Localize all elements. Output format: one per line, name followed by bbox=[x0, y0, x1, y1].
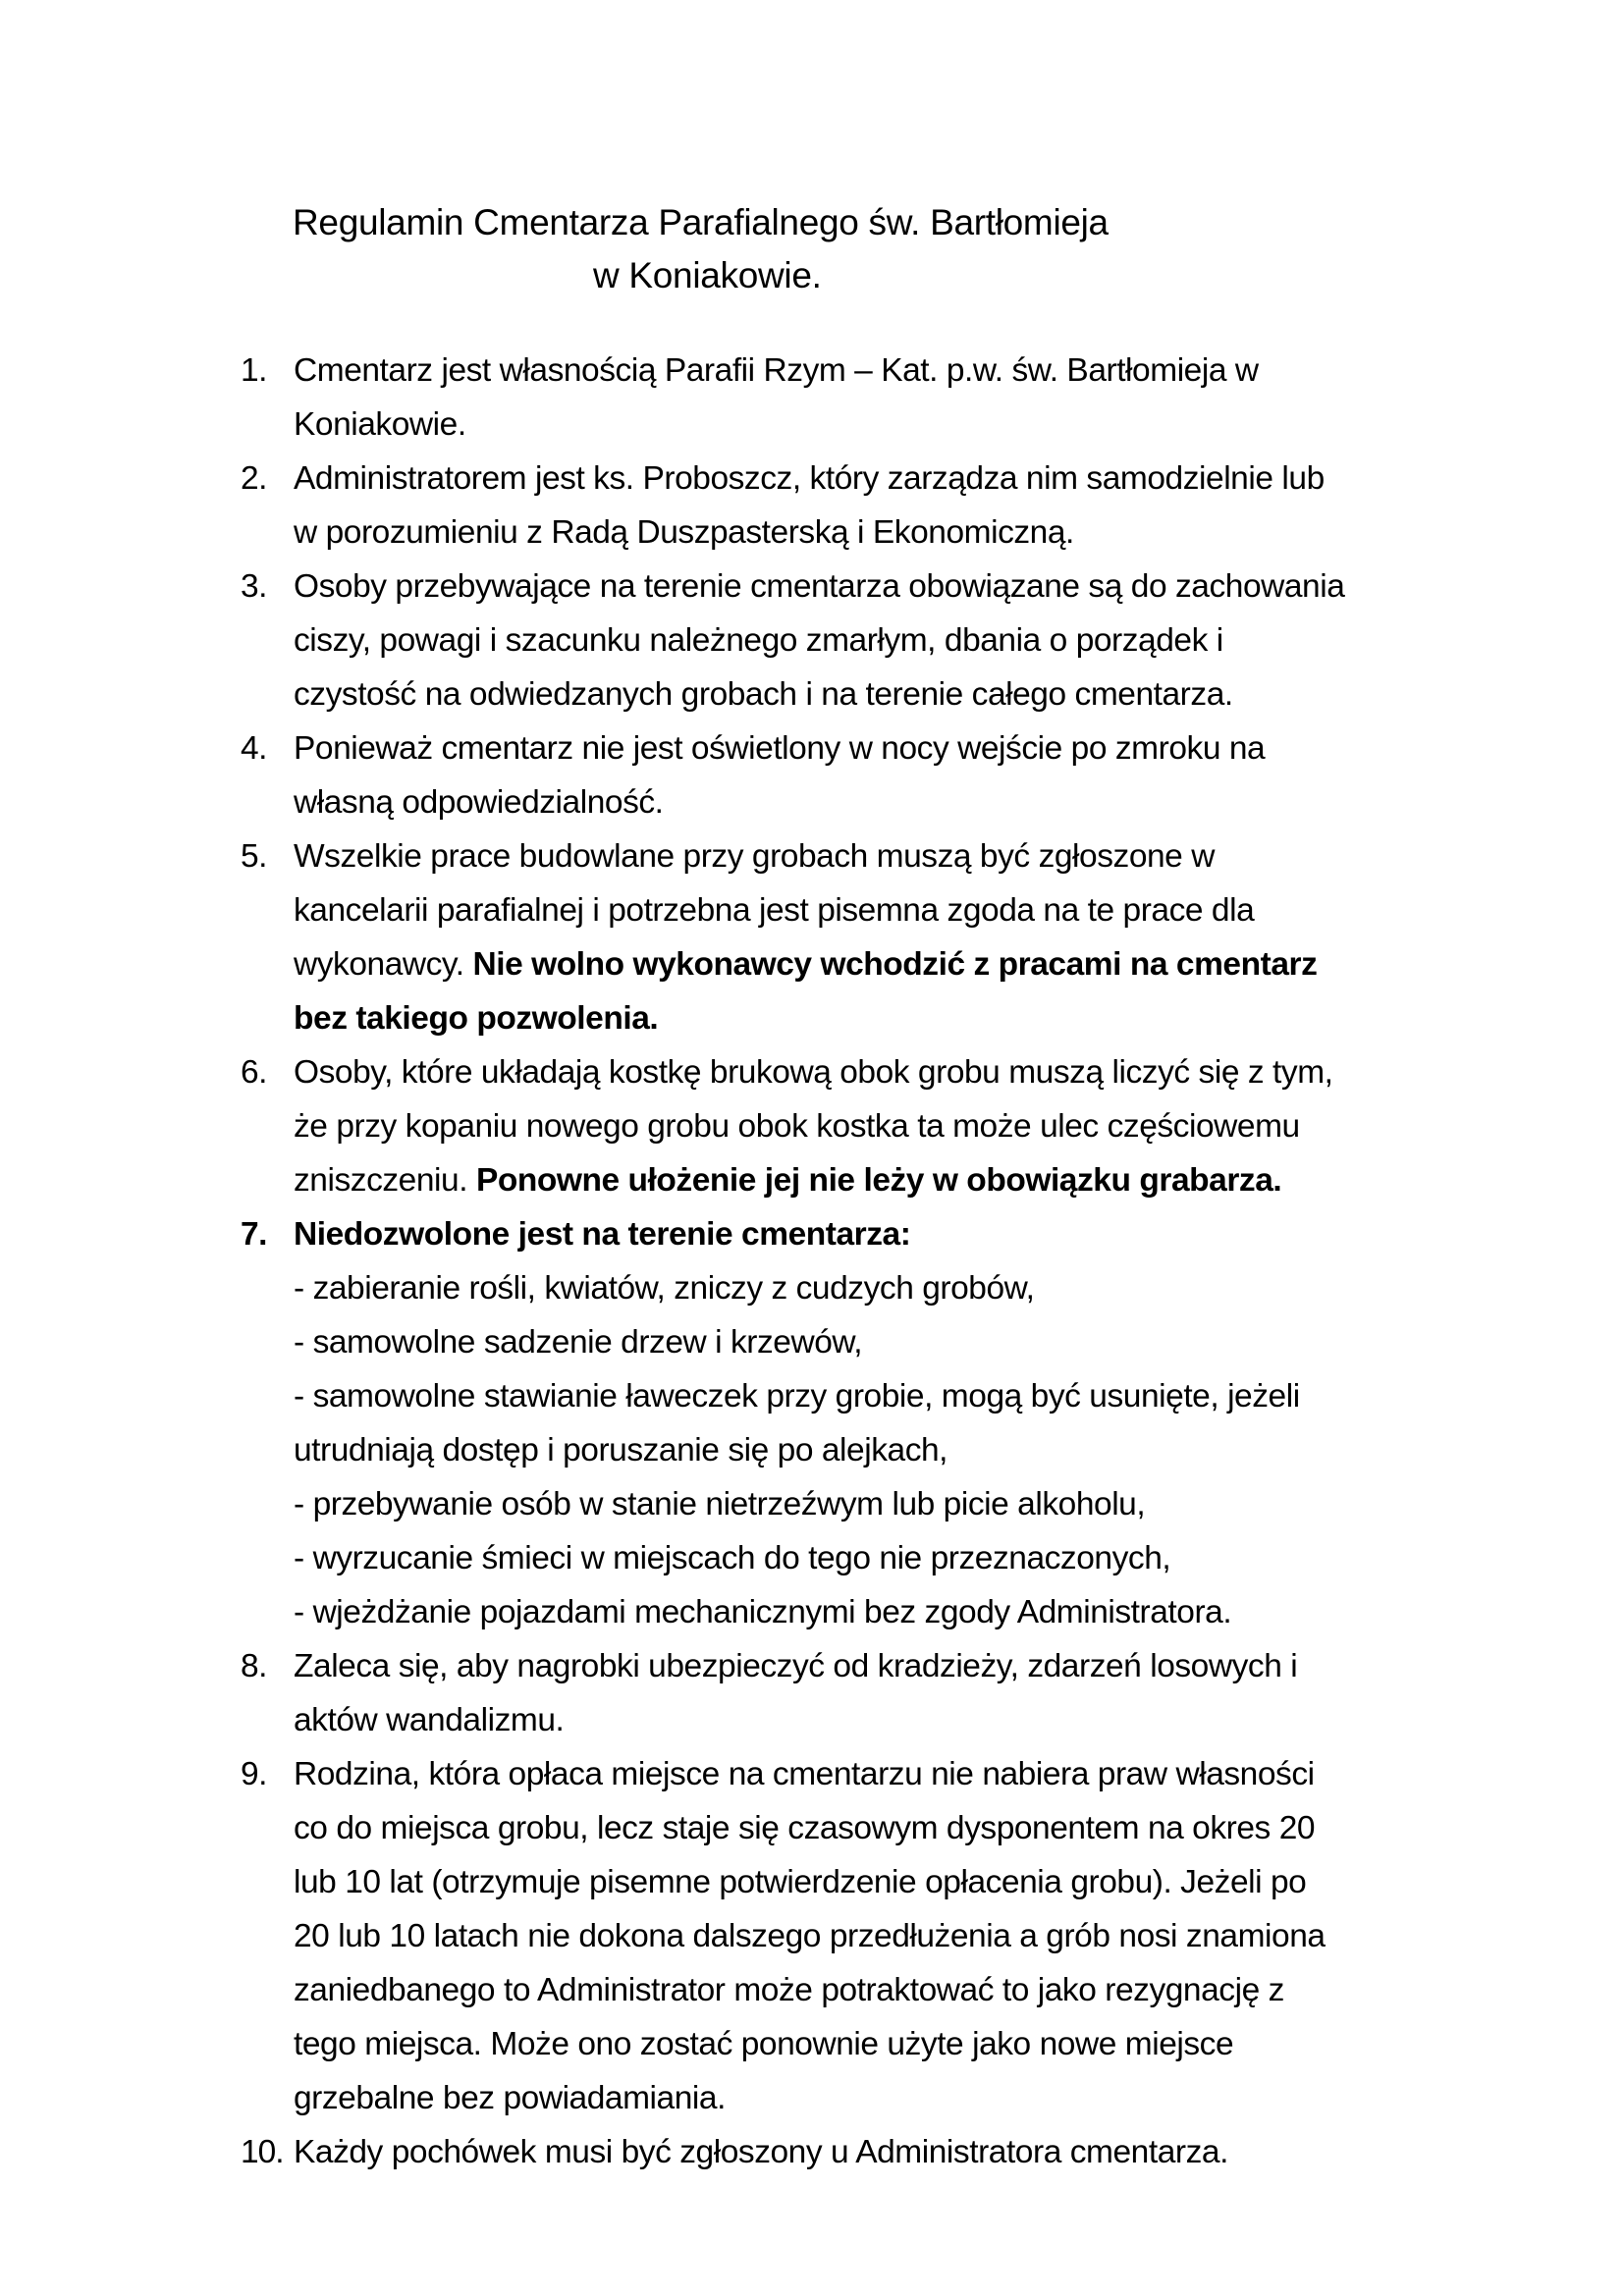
rule-line bbox=[294, 721, 1458, 775]
rule-line bbox=[294, 506, 1458, 560]
rule-text: tego miejsca. Może ono zostać ponownie użyte jako nowe miejsce bbox=[294, 2026, 1234, 2062]
rule-text: - samowolne stawianie ławeczek przy grobie, mogą być usunięte, jeżeli bbox=[294, 1378, 1300, 1415]
rule-text: czystość na odwiedzanych grobach i na terenie całego cmentarza. bbox=[294, 676, 1233, 713]
rule-line bbox=[294, 398, 1458, 452]
rule-number: 5. bbox=[241, 838, 268, 875]
rule-line bbox=[294, 775, 1458, 829]
rule-line bbox=[294, 1801, 1458, 1855]
rule-line bbox=[294, 883, 1458, 937]
rule-bold-text: Niedozwolone jest na terenie cmentarza: bbox=[294, 1216, 911, 1253]
rule-text: - samowolne sadzenie drzew i krzewów, bbox=[294, 1324, 863, 1361]
rule-text: Osoby, które układają kostkę brukową obok grobu muszą liczyć się z tym, bbox=[294, 1054, 1333, 1091]
rule-line bbox=[294, 1477, 1458, 1531]
rule-item bbox=[241, 2125, 1458, 2179]
rule-line bbox=[294, 1963, 1458, 2017]
rule-line bbox=[294, 614, 1458, 667]
rule-text: własną odpowiedzialność. bbox=[294, 784, 664, 821]
rule-line bbox=[294, 1261, 1458, 1315]
rule-text: Rodzina, która opłaca miejsce na cmentarzu nie nabiera praw własności bbox=[294, 1756, 1315, 1792]
rule-text: utrudniają dostęp i poruszanie się po alejkach, bbox=[294, 1432, 948, 1468]
rule-number: 8. bbox=[241, 1648, 268, 1684]
rule-number: 6. bbox=[241, 1054, 268, 1091]
rule-bold-text: bez takiego pozwolenia. bbox=[294, 1000, 659, 1037]
rule-text: Administratorem jest ks. Proboszcz, który zarządza nim samodzielnie lub bbox=[294, 460, 1325, 497]
rule-line bbox=[294, 991, 1458, 1045]
rule-text: Wszelkie prace budowlane przy grobach muszą być zgłoszone w bbox=[294, 838, 1215, 875]
rule-text: Cmentarz jest własnością Parafii Rzym – Kat. p.w. św. Bartłomieja w bbox=[294, 352, 1259, 389]
rule-line bbox=[294, 1909, 1458, 1963]
rule-item bbox=[241, 560, 1458, 721]
rule-bold-text: Ponowne ułożenie jej nie leży w obowiązku grabarza. bbox=[475, 1162, 1282, 1199]
rule-line bbox=[294, 452, 1458, 506]
rule-text: zaniedbanego to Administrator może potraktować to jako rezygnację z bbox=[294, 1972, 1284, 2008]
rule-text: grzebalne bez powiadamiania. bbox=[294, 2080, 726, 2116]
rule-line bbox=[294, 1693, 1458, 1747]
rule-line bbox=[294, 1747, 1458, 1801]
rule-item bbox=[241, 1045, 1458, 1207]
rule-line bbox=[294, 2125, 1458, 2179]
rules-list bbox=[241, 344, 1458, 2179]
rule-item bbox=[241, 721, 1458, 829]
rule-text: aktów wandalizmu. bbox=[294, 1702, 565, 1738]
rule-line bbox=[294, 937, 1458, 991]
rule-text: Zaleca się, aby nagrobki ubezpieczyć od kradzieży, zdarzeń losowych i bbox=[294, 1648, 1298, 1684]
rule-line bbox=[294, 2017, 1458, 2071]
rule-number: 3. bbox=[241, 568, 268, 605]
rule-text: że przy kopaniu nowego grobu obok kostka ta może ulec częściowemu bbox=[294, 1108, 1300, 1145]
rule-item bbox=[241, 829, 1458, 1045]
rule-text: - zabieranie rośli, kwiatów, zniczy z cudzych grobów, bbox=[294, 1270, 1035, 1307]
document-title bbox=[293, 196, 1109, 302]
title-line-2: w Koniakowie. bbox=[593, 255, 822, 295]
rule-number: 10. bbox=[241, 2134, 284, 2170]
rule-item bbox=[241, 1747, 1458, 2125]
rule-text: co do miejsca grobu, lecz staje się czasowym dysponentem na okres 20 bbox=[294, 1810, 1316, 1846]
rule-item bbox=[241, 452, 1458, 560]
rule-text: zniszczeniu. bbox=[294, 1162, 476, 1199]
rule-text: ciszy, powagi i szacunku należnego zmarłym, dbania o porządek i bbox=[294, 622, 1223, 659]
rule-number: 2. bbox=[241, 460, 268, 497]
rule-line bbox=[294, 1531, 1458, 1585]
rule-line bbox=[294, 2071, 1458, 2125]
rule-bold-text: Nie wolno wykonawcy wchodzić z pracami na cmentarz bbox=[472, 946, 1318, 983]
rule-text: Koniakowie. bbox=[294, 406, 466, 443]
rule-text: - przebywanie osób w stanie nietrzeźwym lub picie alkoholu, bbox=[294, 1486, 1146, 1522]
rule-line bbox=[294, 667, 1458, 721]
rule-line bbox=[294, 560, 1458, 614]
rule-line bbox=[294, 1045, 1458, 1099]
rule-text: w porozumieniu z Radą Duszpasterską i Ekonomiczną. bbox=[294, 514, 1074, 551]
rule-text: Każdy pochówek musi być zgłoszony u Administratora cmentarza. bbox=[294, 2134, 1228, 2170]
rule-number: 9. bbox=[241, 1756, 268, 1792]
rule-line bbox=[294, 1207, 1458, 1261]
rule-text: Ponieważ cmentarz nie jest oświetlony w nocy wejście po zmroku na bbox=[294, 730, 1266, 767]
rule-line bbox=[294, 1585, 1458, 1639]
rule-item bbox=[241, 1639, 1458, 1747]
rule-line bbox=[294, 1315, 1458, 1369]
rule-line bbox=[294, 1639, 1458, 1693]
rule-line bbox=[294, 1153, 1458, 1207]
rule-line bbox=[294, 344, 1458, 398]
rule-item bbox=[241, 1207, 1458, 1639]
rule-text: wykonawcy. bbox=[294, 946, 473, 983]
rule-text: 20 lub 10 latach nie dokona dalszego przedłużenia a grób nosi znamiona bbox=[294, 1918, 1326, 1954]
rule-line bbox=[294, 829, 1458, 883]
rule-text: kancelarii parafialnej i potrzebna jest pisemna zgoda na te prace dla bbox=[294, 892, 1255, 929]
rule-text: - wjeżdżanie pojazdami mechanicznymi bez zgody Administratora. bbox=[294, 1594, 1232, 1630]
rule-number: 7. bbox=[241, 1216, 268, 1253]
rule-number: 1. bbox=[241, 352, 268, 389]
rule-text: - wyrzucanie śmieci w miejscach do tego nie przeznaczonych, bbox=[294, 1540, 1171, 1576]
title-line-1: Regulamin Cmentarza Parafialnego św. Bartłomieja bbox=[293, 202, 1109, 242]
rule-number: 4. bbox=[241, 730, 268, 767]
rule-line bbox=[294, 1423, 1458, 1477]
rule-item bbox=[241, 344, 1458, 452]
rule-text: lub 10 lat (otrzymuje pisemne potwierdzenie opłacenia grobu). Jeżeli po bbox=[294, 1864, 1307, 1900]
rule-line bbox=[294, 1099, 1458, 1153]
rule-line bbox=[294, 1855, 1458, 1909]
rule-text: Osoby przebywające na terenie cmentarza obowiązane są do zachowania bbox=[294, 568, 1345, 605]
rule-line bbox=[294, 1369, 1458, 1423]
